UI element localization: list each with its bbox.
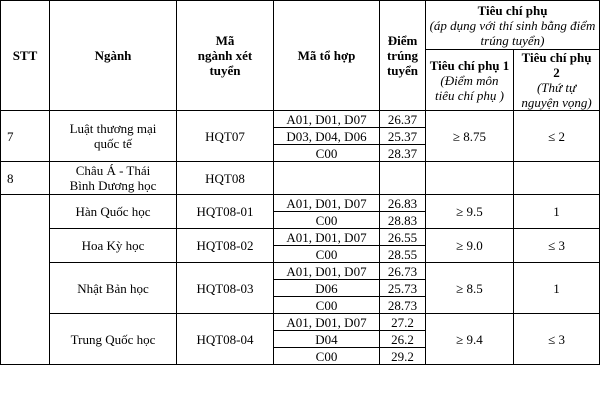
row-code: HQT08 [177, 162, 274, 195]
row-combo: D04 [274, 331, 380, 348]
row-criterion-2: 1 [514, 195, 600, 229]
row-combo: D06 [274, 280, 380, 297]
row-combo: A01, D01, D07 [274, 263, 380, 280]
row-score: 28.37 [380, 145, 426, 162]
row-score: 26.37 [380, 111, 426, 128]
row-major: Nhật Bản học [50, 263, 177, 314]
row-criterion-1-empty [426, 162, 514, 195]
table-row [1, 229, 600, 246]
table-row [1, 263, 600, 280]
table-row [1, 314, 600, 331]
row-score: 25.37 [380, 128, 426, 145]
row-major: Luật thương mại quốc tế [50, 111, 177, 162]
row-criterion-2-empty [514, 162, 600, 195]
row-criterion-2: ≤ 3 [514, 229, 600, 263]
row-score: 28.83 [380, 212, 426, 229]
row-combo: A01, D01, D07 [274, 229, 380, 246]
row-combo-empty [274, 162, 380, 195]
header-sub-criteria [426, 1, 600, 50]
row-major: Châu Á - Thái Bình Dương học [50, 162, 177, 195]
row-criterion-1: ≥ 9.5 [426, 195, 514, 229]
header-score: Điểm trúng tuyển [380, 1, 426, 111]
row-score: 28.73 [380, 297, 426, 314]
row-score: 25.73 [380, 280, 426, 297]
row-score: 27.2 [380, 314, 426, 331]
row-stt: 7 [1, 111, 50, 162]
row-score: 26.73 [380, 263, 426, 280]
header-stt: STT [1, 1, 50, 111]
row-combo: C00 [274, 246, 380, 263]
row-combo: C00 [274, 297, 380, 314]
criterion-1-title: Tiêu chí phụ 1 [429, 57, 510, 73]
criterion-2-note: (Thứ tự nguyện vọng) [521, 80, 592, 110]
row-major: Hoa Kỳ học [50, 229, 177, 263]
table-row [1, 111, 600, 128]
header-major: Ngành [50, 1, 177, 111]
row-criterion-1: ≥ 9.4 [426, 314, 514, 365]
criterion-2-title: Tiêu chí phụ 2 [521, 50, 592, 80]
row-criterion-2: ≤ 3 [514, 314, 600, 365]
row-combo: D03, D04, D06 [274, 128, 380, 145]
row-stt: 8 [1, 162, 50, 195]
header-criterion-2 [514, 50, 600, 111]
row-score: 26.55 [380, 229, 426, 246]
row-combo: C00 [274, 145, 380, 162]
criterion-1-note: (Điểm môn tiêu chí phụ ) [435, 72, 504, 103]
header-criterion-1 [426, 50, 514, 111]
row-score-empty [380, 162, 426, 195]
row-score: 29.2 [380, 348, 426, 365]
table-row [1, 195, 600, 212]
sub-criteria-note: (áp dụng với thí sinh bằng điểm trúng tuyển) [429, 17, 596, 48]
row-combo: A01, D01, D07 [274, 314, 380, 331]
row-criterion-2: ≤ 2 [514, 111, 600, 162]
row-stt-empty [1, 195, 50, 365]
row-criterion-1: ≥ 8.5 [426, 263, 514, 314]
row-code: HQT07 [177, 111, 274, 162]
row-criterion-2: 1 [514, 263, 600, 314]
table-row [1, 162, 600, 195]
row-code: HQT08-03 [177, 263, 274, 314]
row-combo: A01, D01, D07 [274, 195, 380, 212]
row-code: HQT08-02 [177, 229, 274, 263]
row-combo: C00 [274, 348, 380, 365]
header-combo: Mã tổ hợp [274, 1, 380, 111]
row-score: 26.2 [380, 331, 426, 348]
row-criterion-1: ≥ 8.75 [426, 111, 514, 162]
row-code: HQT08-01 [177, 195, 274, 229]
header-major-code: Mã ngành xét tuyển [177, 1, 274, 111]
row-major: Trung Quốc học [50, 314, 177, 365]
row-major: Hàn Quốc học [50, 195, 177, 229]
row-criterion-1: ≥ 9.0 [426, 229, 514, 263]
row-combo: A01, D01, D07 [274, 111, 380, 128]
row-combo: C00 [274, 212, 380, 229]
row-code: HQT08-04 [177, 314, 274, 365]
sub-criteria-title: Tiêu chí phụ [477, 2, 548, 18]
row-score: 28.55 [380, 246, 426, 263]
row-score: 26.83 [380, 195, 426, 212]
